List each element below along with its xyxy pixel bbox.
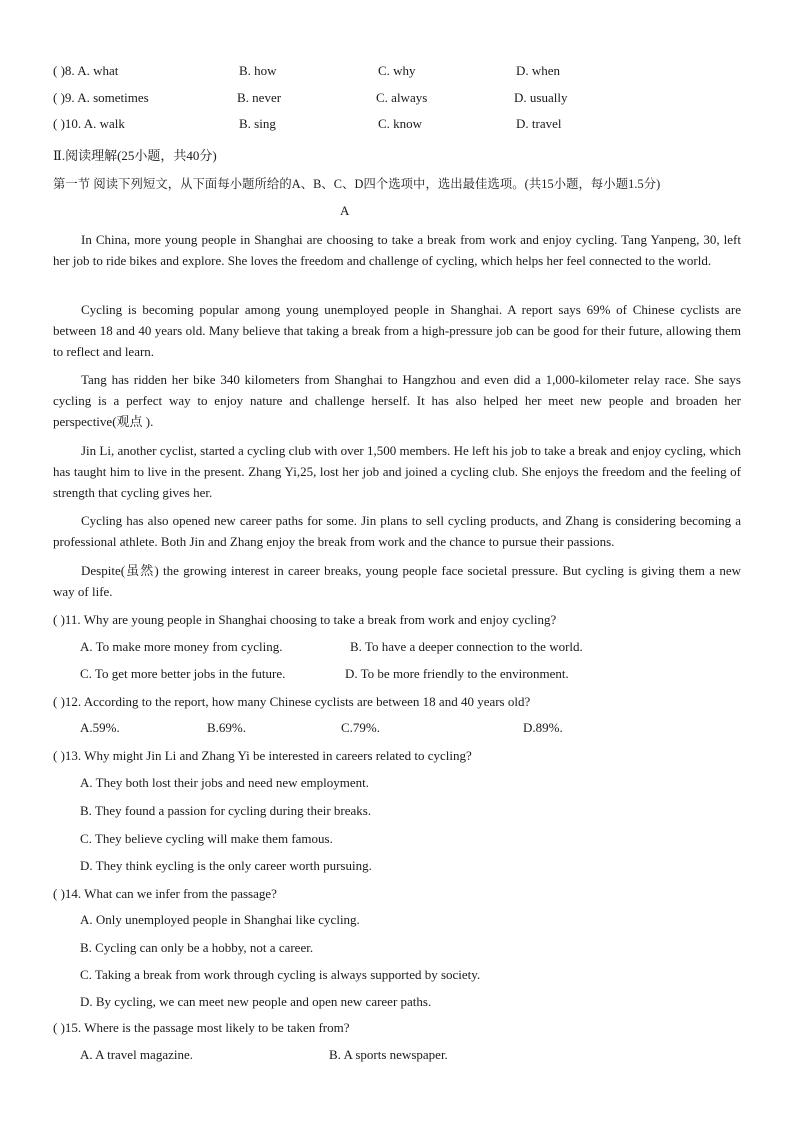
question-12-option-c: C.79%.: [341, 720, 380, 735]
question-13-option-d: D. They think eycling is the only career worth pursuing.: [80, 858, 372, 873]
cloze-row-10-option-d: D. travel: [516, 116, 562, 131]
question-13-option-c: C. They believe cycling will make them famous.: [80, 831, 333, 846]
cloze-row-8-option-c: C. why: [378, 63, 416, 78]
passage-paragraph-4: Jin Li, another cyclist, started a cycling club with over 1,500 members. He left his job to take a break and enjoy cycling, which has taught him to live in the present. Zhang Yi,25, lost her job and joined a cycling club. She enjoys the freedom and the feeling of strength that cycling gives her.: [53, 443, 741, 500]
cloze-row-8-option-b: B. how: [239, 63, 277, 78]
passage-label: A: [340, 203, 350, 218]
question-14-option-d: D. By cycling, we can meet new people and open new career paths.: [80, 994, 432, 1009]
question-11-option-b: B. To have a deeper connection to the world.: [350, 639, 583, 654]
question-11-option-a: A. To make more money from cycling.: [80, 639, 283, 654]
passage-paragraph-2: Cycling is becoming popular among young unemployed people in Shanghai. A report says 69% of Chinese cyclists are between 18 and 40 years old. Many believe that taking a break from a high-pressure job can be good for their future, allowing them to reflect and learn.: [53, 302, 741, 359]
cloze-row-10-option-b: B. sing: [239, 116, 276, 131]
section-instruction: 第一节 阅读下列短文，从下面每小题所给的A、B、C、D四个选项中，选出最佳选项。(共15小题，每小题1.5分): [53, 177, 661, 191]
question-11-option-d: D. To be more friendly to the environment.: [345, 666, 569, 681]
question-14-stem: ( )14. What can we infer from the passage?: [53, 886, 277, 901]
question-11-option-c: C. To get more better jobs in the future.: [80, 666, 286, 681]
section-title: Ⅱ.阅读理解(25小题，共40分): [53, 148, 217, 163]
question-13-stem: ( )13. Why might Jin Li and Zhang Yi be interested in careers related to cycling?: [53, 748, 472, 763]
question-12-option-d: D.89%.: [523, 720, 563, 735]
cloze-row-8-stem: ( )8. A. what: [53, 63, 119, 78]
cloze-row-10-stem: ( )10. A. walk: [53, 116, 125, 131]
question-14-option-a: A. Only unemployed people in Shanghai like cycling.: [80, 912, 360, 927]
question-11-stem: ( )11. Why are young people in Shanghai choosing to take a break from work and enjoy cycling?: [53, 612, 557, 627]
passage-paragraph-3: Tang has ridden her bike 340 kilometers from Shanghai to Hangzhou and even did a 1,000-kilometer relay race. She says cycling is a perfect way to enjoy nature and challenge herself. It has also helped her meet new people and broaden her perspective(观点 ).: [53, 372, 741, 429]
question-14-option-c: C. Taking a break from work through cycling is always supported by society.: [80, 967, 481, 982]
cloze-row-9-option-c: C. always: [376, 90, 428, 105]
question-12-option-a: A.59%.: [80, 720, 120, 735]
question-12-option-b: B.69%.: [207, 720, 246, 735]
cloze-row-10-option-c: C. know: [378, 116, 423, 131]
passage-paragraph-1: In China, more young people in Shanghai are choosing to take a break from work and enjoy cycling. Tang Yanpeng, 30, left her job to ride bikes and explore. She loves the freedom and challenge of cycling, which helps her feel connected to the world.: [53, 232, 741, 268]
cloze-row-9-option-b: B. never: [237, 90, 282, 105]
question-15-stem: ( )15. Where is the passage most likely to be taken from?: [53, 1020, 350, 1035]
cloze-row-9-stem: ( )9. A. sometimes: [53, 90, 149, 105]
question-12-stem: ( )12. According to the report, how many Chinese cyclists are between 18 and 40 years old?: [53, 694, 531, 709]
question-14-option-b: B. Cycling can only be a hobby, not a career.: [80, 940, 314, 955]
question-13-option-b: B. They found a passion for cycling during their breaks.: [80, 803, 372, 818]
cloze-row-8-option-d: D. when: [516, 63, 561, 78]
passage-paragraph-6: Despite(虽然) the growing interest in career breaks, young people face societal pressure. But cycling is giving them a new way of life.: [53, 563, 742, 599]
question-13-option-a: A. They both lost their jobs and need new employment.: [80, 775, 369, 790]
question-15-option-b: B. A sports newspaper.: [329, 1047, 448, 1062]
passage-paragraph-5: Cycling has also opened new career paths for some. Jin plans to sell cycling products, and Zhang is considering becoming a professional athlete. Both Jin and Zhang enjoy the break from work and the chance to pursue their passions.: [53, 513, 741, 549]
cloze-row-9-option-d: D. usually: [514, 90, 568, 105]
question-15-option-a: A. A travel magazine.: [80, 1047, 193, 1062]
